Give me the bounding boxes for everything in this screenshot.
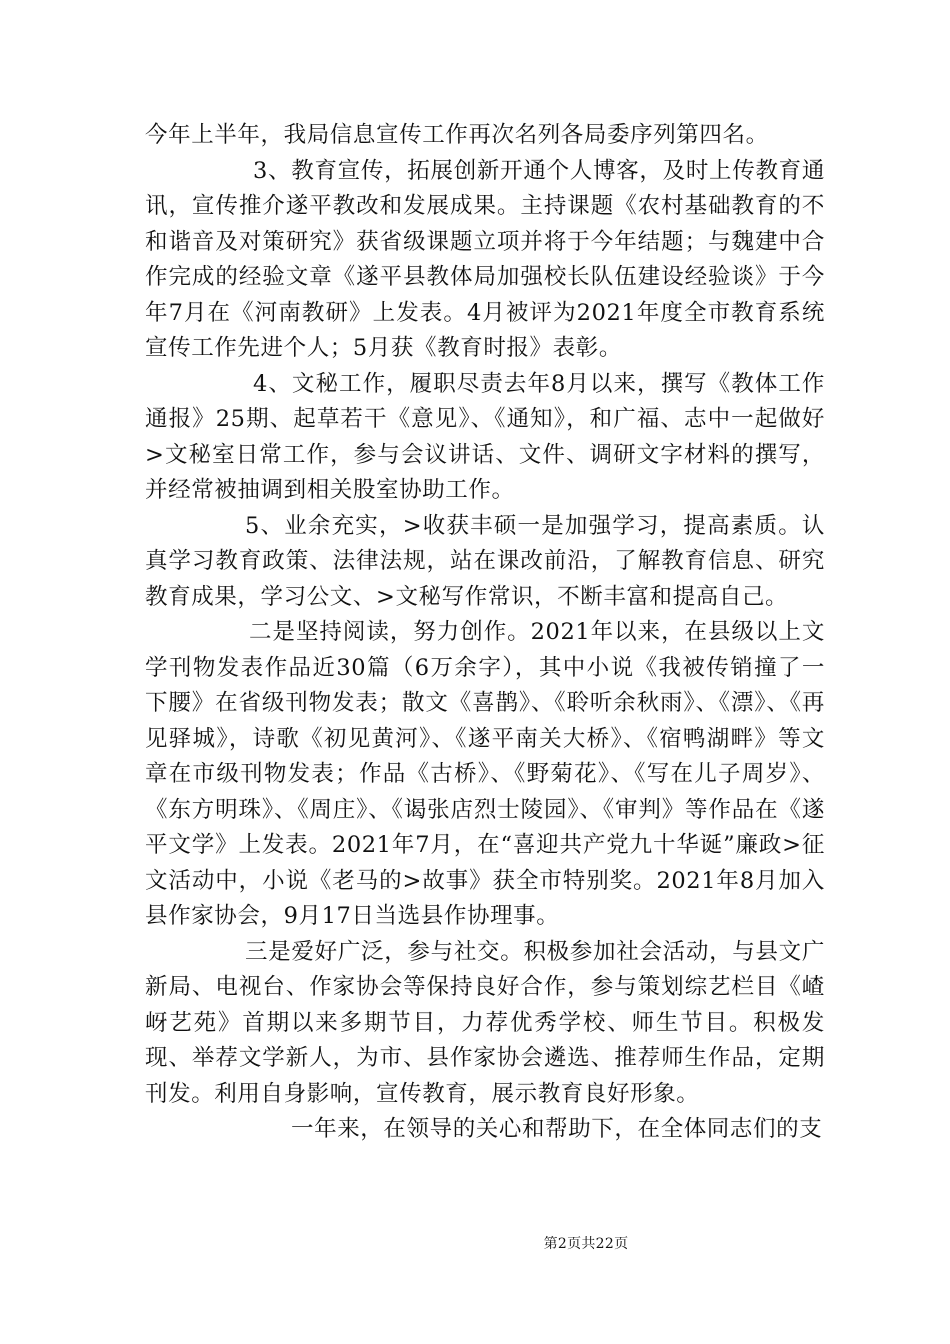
paragraph-6: 三是爱好广泛，参与社交。积极参加社会活动，与县文广新局、电视台、作家协会等保持良好合作，参与策划综艺栏目《嵖岈艺苑》首期以来多期节目，力荐优秀学校、师生节目。积极发现、举荐文学新人，为市、县作家协会遴选、推荐师生作品，定期刊发。利用自身影响，宣传教育，展示教育良好形象。 [145, 938, 825, 1107]
paragraph-4: 5、业余充实，>收获丰硕一是加强学习，提高素质。认真学习教育政策、法律法规，站在课改前沿，了解教育信息、研究教育成果，学习公文、>文秘写作常识，不断丰富和提高自己。 [145, 512, 825, 610]
page-footer [0, 1233, 950, 1253]
paragraph-5: 二是坚持阅读，努力创作。2021年以来，在县级以上文学刊物发表作品近30篇（6万余字），其中小说《我被传销撞了一下腰》在省级刊物发表；散文《喜鹊》、《聆听余秋雨》、《漂》、《再见驿城》，诗歌《初见黄河》、《遂平南关大桥》、《宿鸭湖畔》等文章在市级刊物发表；作品《古桥》、《野菊花》、《写在儿子周岁》、《东方明珠》、《周庄》、《谒张店烈士陵园》、《审判》等作品在《遂平文学》上发表。2021年7月，在“喜迎共产党九十华诞”廉政>征文活动中，小说《老马的>故事》获全市特别奖。2021年8月加入县作家协会，9月17日当选县作协理事。 [145, 619, 825, 929]
page-number: 第2页共22页 [543, 1236, 629, 1252]
paragraph-3: 4、文秘工作，履职尽责去年8月以来，撰写《教体工作通报》25期、起草若干《意见》、《通知》，和广福、志中一起做好>文秘室日常工作，参与会议讲话、文件、调研文字材料的撰写，并经常被抽调到相关股室协助工作。 [145, 370, 825, 503]
paragraph-2: 3、教育宣传，拓展创新开通个人博客，及时上传教育通讯，宣传推介遂平教改和发展成果。主持课题《农村基础教育的不和谐音及对策研究》获省级课题立项并将于今年结题；与魏建中合作完成的经验文章《遂平县教体局加强校长队伍建设经验谈》于今年7月在《河南教研》上发表。4月被评为2021年度全市教育系统宣传工作先进个人；5月获《教育时报》表彰。 [145, 157, 825, 361]
document-body [145, 118, 825, 1148]
paragraph-7: 一年来，在领导的关心和帮助下，在全体同志们的支 [291, 1116, 823, 1142]
paragraph-1: 今年上半年，我局信息宣传工作再次名列各局委序列第四名。 [145, 122, 769, 148]
